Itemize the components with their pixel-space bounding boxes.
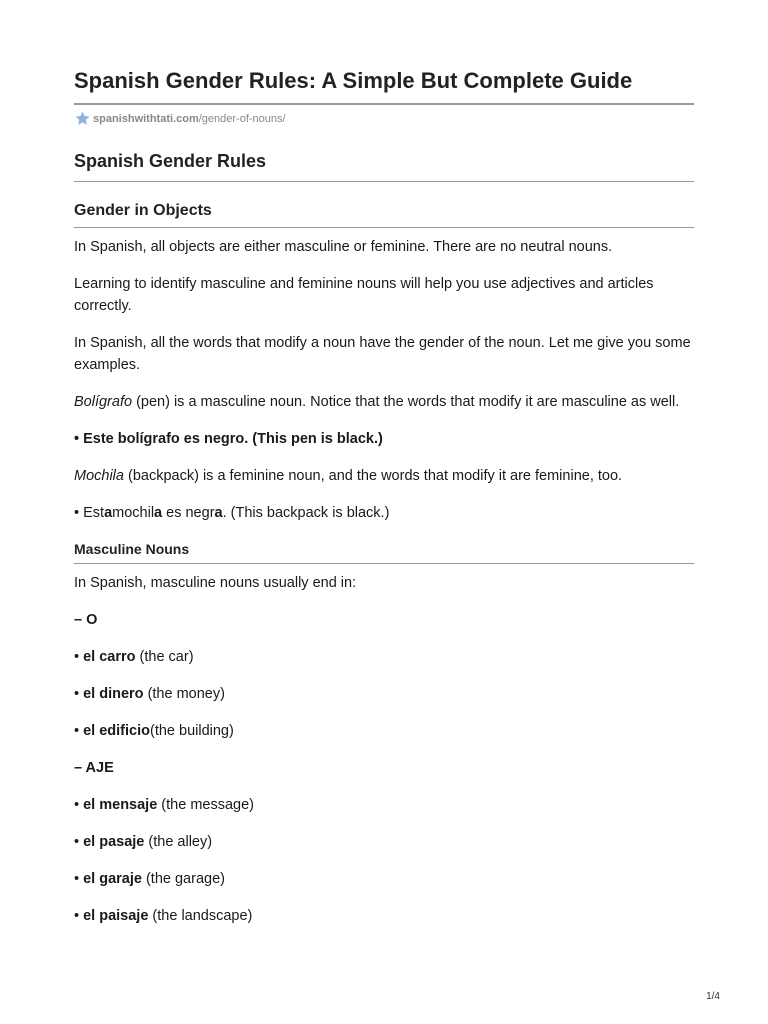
paragraph: Mochila (backpack) is a feminine noun, and the words that modify it are feminine, too.	[74, 468, 623, 485]
paragraph: In Spanish, masculine nouns usually end in:	[74, 574, 357, 591]
source-path[interactable]: /gender-of-nouns/	[198, 112, 286, 125]
list-item: • el dinero (the money)	[74, 685, 225, 702]
italic-term: Bolígrafo	[74, 394, 133, 411]
list-item: • el paisaje (the landscape)	[74, 907, 253, 924]
paragraph: In Spanish, all objects are either masculine or feminine. There are no neutral nouns.	[74, 239, 613, 256]
example-sentence: • Este bolígrafo es negro. (This pen is black.)	[74, 431, 383, 448]
ending-group-aje: – AJE	[74, 759, 114, 776]
subheading-masculine-nouns: Masculine Nouns	[74, 541, 694, 564]
paragraph: In Spanish, all the words that modify a noun have the gender of the noun. Let me give you some examples.	[74, 335, 691, 374]
document-page	[74, 68, 694, 927]
list-item: • el mensaje (the message)	[74, 796, 254, 813]
source-url[interactable]	[74, 110, 694, 127]
source-domain[interactable]: spanishwithtati.com	[93, 112, 199, 125]
page-number: 1/4	[706, 991, 720, 1002]
list-item: • el pasaje (the alley)	[74, 833, 213, 850]
paragraph: Bolígrafo (pen) is a masculine noun. Notice that the words that modify it are masculine as well.	[74, 394, 680, 411]
document-title: Spanish Gender Rules: A Simple But Complete Guide	[74, 68, 694, 105]
list-item: • el carro (the car)	[74, 648, 194, 665]
list-item: • el edificio(the building)	[74, 722, 234, 739]
example-sentence: • Estamochila es negra. (This backpack is black.)	[74, 505, 390, 522]
list-item: • el garaje (the garage)	[74, 870, 225, 887]
subheading-gender-objects: Gender in Objects	[74, 201, 694, 228]
ending-group-o: – O	[74, 611, 98, 628]
italic-term: Mochila	[74, 468, 124, 485]
star-icon	[74, 110, 91, 127]
paragraph: Learning to identify masculine and feminine nouns will help you use adjectives and articles correctly.	[74, 276, 654, 315]
section-heading: Spanish Gender Rules	[74, 151, 694, 182]
